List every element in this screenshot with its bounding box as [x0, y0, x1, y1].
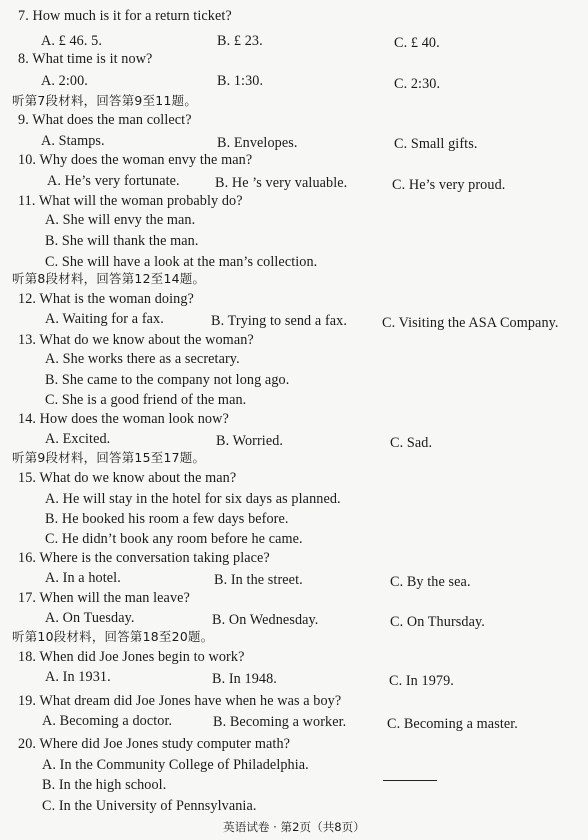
- question-18-stem: 18. When did Joe Jones begin to work?: [18, 649, 245, 665]
- question-20-option-b: B. In the high school.: [42, 777, 167, 793]
- question-12-stem: 12. What is the woman doing?: [18, 291, 194, 307]
- question-19-option-b: B. Becoming a worker.: [213, 714, 347, 730]
- question-14-option-c: C. Sad.: [390, 435, 433, 451]
- question-14-option-b: B. Worried.: [216, 433, 284, 449]
- question-16-option-c: C. By the sea.: [390, 574, 471, 590]
- question-15-option-c: C. He didn’t book any room before he came.: [45, 531, 303, 547]
- question-8-stem: 8. What time is it now?: [18, 51, 153, 67]
- question-7-stem: 7. How much is it for a return ticket?: [18, 8, 232, 24]
- question-10-option-c: C. He’s very proud.: [392, 177, 506, 193]
- question-7-option-a: A. £ 46. 5.: [41, 33, 103, 49]
- question-20-option-c: C. In the University of Pennsylvania.: [42, 798, 257, 814]
- question-9-option-a: A. Stamps.: [41, 133, 105, 149]
- question-10-stem: 10. Why does the woman envy the man?: [18, 152, 253, 168]
- question-18-option-b: B. In 1948.: [212, 671, 277, 687]
- question-15-option-a: A. He will stay in the hotel for six days as planned.: [45, 491, 341, 507]
- section-heading-10: 听第10段材料，回答第18至20题。: [12, 629, 214, 644]
- question-12-option-c: C. Visiting the ASA Company.: [382, 315, 559, 331]
- question-8-option-a: A. 2:00.: [41, 73, 88, 89]
- question-7-option-b: B. £ 23.: [217, 33, 263, 49]
- question-19-option-a: A. Becoming a doctor.: [42, 713, 173, 729]
- question-9-option-c: C. Small gifts.: [394, 136, 478, 152]
- question-20-option-a: A. In the Community College of Philadelphia.: [42, 757, 309, 773]
- question-12-option-b: B. Trying to send a fax.: [211, 313, 348, 329]
- question-17-option-a: A. On Tuesday.: [45, 610, 135, 626]
- section-heading-9: 听第9段材料，回答第15至17题。: [12, 450, 206, 465]
- question-9-option-b: B. Envelopes.: [217, 135, 298, 151]
- section-heading-7: 听第7段材料，回答第9至11题。: [12, 93, 198, 108]
- question-18-option-a: A. In 1931.: [45, 669, 111, 685]
- question-10-option-b: B. He ’s very valuable.: [215, 175, 348, 191]
- question-11-option-c: C. She will have a look at the man’s collection.: [45, 254, 318, 270]
- question-8-option-b: B. 1:30.: [217, 73, 264, 89]
- question-15-option-b: B. He booked his room a few days before.: [45, 511, 289, 527]
- question-20-stem: 20. Where did Joe Jones study computer math?: [18, 736, 291, 752]
- question-13-option-a: A. She works there as a secretary.: [45, 351, 240, 367]
- question-13-option-c: C. She is a good friend of the man.: [45, 392, 247, 408]
- question-17-option-b: B. On Wednesday.: [212, 612, 319, 628]
- question-16-stem: 16. Where is the conversation taking place?: [18, 550, 270, 566]
- question-7-option-c: C. £ 40.: [394, 35, 440, 51]
- question-14-option-a: A. Excited.: [45, 431, 111, 447]
- section-heading-8: 听第8段材料，回答第12至14题。: [12, 271, 206, 286]
- question-16-option-a: A. In a hotel.: [45, 570, 121, 586]
- question-19-option-c: C. Becoming a master.: [387, 716, 518, 732]
- question-11-option-a: A. She will envy the man.: [45, 212, 196, 228]
- page-footer: 英语试卷 · 第2页（共8页）: [223, 820, 365, 834]
- question-9-stem: 9. What does the man collect?: [18, 112, 192, 128]
- question-13-stem: 13. What do we know about the woman?: [18, 332, 254, 348]
- answer-blank-line: [383, 780, 437, 781]
- question-13-option-b: B. She came to the company not long ago.: [45, 372, 290, 388]
- question-17-stem: 17. When will the man leave?: [18, 590, 190, 606]
- question-11-stem: 11. What will the woman probably do?: [18, 193, 243, 209]
- question-14-stem: 14. How does the woman look now?: [18, 411, 229, 427]
- question-11-option-b: B. She will thank the man.: [45, 233, 199, 249]
- question-17-option-c: C. On Thursday.: [390, 614, 485, 630]
- question-19-stem: 19. What dream did Joe Jones have when he was a boy?: [18, 693, 342, 709]
- question-8-option-c: C. 2:30.: [394, 76, 441, 92]
- question-18-option-c: C. In 1979.: [389, 673, 454, 689]
- question-16-option-b: B. In the street.: [214, 572, 303, 588]
- question-15-stem: 15. What do we know about the man?: [18, 470, 237, 486]
- question-12-option-a: A. Waiting for a fax.: [45, 311, 164, 327]
- question-10-option-a: A. He’s very fortunate.: [47, 173, 180, 189]
